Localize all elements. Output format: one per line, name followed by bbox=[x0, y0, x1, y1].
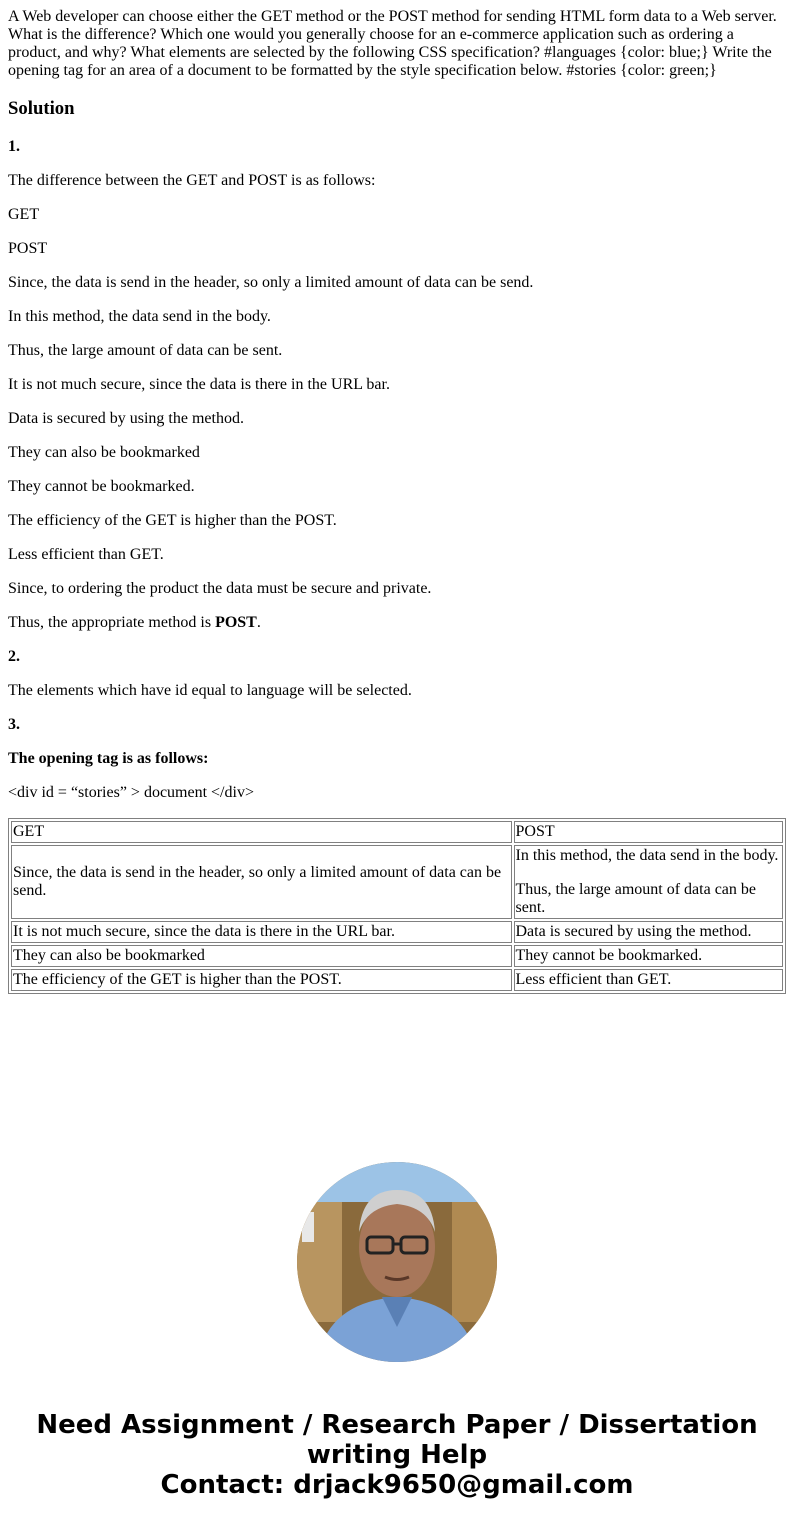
cell-get: They can also be bookmarked bbox=[11, 945, 512, 967]
table-row bbox=[11, 921, 783, 943]
paragraph: They cannot be bookmarked. bbox=[8, 478, 195, 495]
paragraph: In this method, the data send in the body. bbox=[8, 308, 271, 325]
paragraph: The efficiency of the GET is higher than the POST. bbox=[8, 512, 337, 529]
conclusion-suffix: . bbox=[256, 614, 261, 631]
conclusion bbox=[8, 614, 786, 632]
cell-post-line: In this method, the data send in the body. bbox=[515, 847, 779, 864]
author-photo bbox=[297, 1162, 497, 1362]
cell-get: It is not much secure, since the data is there in the URL bar. bbox=[11, 921, 512, 943]
table-row bbox=[11, 969, 783, 991]
table-row bbox=[11, 845, 783, 919]
table-row bbox=[11, 945, 783, 967]
question-text: A Web developer can choose either the GET method or the POST method for sending HTML form data to a Web server. What is the difference? Which one would you generally choose for an e-commerce application such as ordering a product, and why? What elements are selected by the following CSS specification? #languages {color: blue;} Write the opening tag for an area of a document to be formatted by the style specification below. #stories {color: green;} bbox=[8, 8, 777, 79]
paragraph: Less efficient than GET. bbox=[8, 546, 164, 563]
paragraph: Data is secured by using the method. bbox=[8, 410, 244, 427]
footer-line-help: Need Assignment / Research Paper / Dissertation writing Help bbox=[36, 1410, 758, 1470]
paragraph: Since, the data is send in the header, so only a limited amount of data can be send. bbox=[8, 274, 534, 291]
part2-number: 2. bbox=[8, 648, 20, 665]
part3-heading: The opening tag is as follows: bbox=[8, 750, 209, 767]
conclusion-prefix: Thus, the appropriate method is bbox=[8, 614, 216, 631]
paragraph: The difference between the GET and POST is as follows: bbox=[8, 172, 376, 189]
solution-heading: Solution bbox=[8, 98, 75, 119]
header-cell-post: POST bbox=[514, 821, 784, 843]
cell-get: Since, the data is send in the header, so only a limited amount of data can be send. bbox=[11, 845, 512, 919]
table-header-row bbox=[11, 821, 783, 843]
paragraph: Since, to ordering the product the data must be secure and private. bbox=[8, 580, 432, 597]
part1-paragraphs bbox=[8, 172, 786, 598]
cell-post: They cannot be bookmarked. bbox=[514, 945, 784, 967]
cell-get: The efficiency of the GET is higher than the POST. bbox=[11, 969, 512, 991]
paragraph: POST bbox=[8, 240, 48, 257]
paragraph: They can also be bookmarked bbox=[8, 444, 200, 461]
footer-contact bbox=[8, 1410, 786, 1500]
conclusion-answer: POST bbox=[215, 614, 257, 631]
part2-text: The elements which have id equal to language will be selected. bbox=[8, 682, 412, 699]
cell-post: Less efficient than GET. bbox=[514, 969, 784, 991]
paragraph: GET bbox=[8, 206, 40, 223]
cell-post-line: Thus, the large amount of data can be sent. bbox=[515, 881, 757, 916]
part1-number: 1. bbox=[8, 138, 20, 155]
cell-post bbox=[514, 845, 784, 919]
header-cell-get: GET bbox=[11, 821, 512, 843]
paragraph: It is not much secure, since the data is there in the URL bar. bbox=[8, 376, 390, 393]
paragraph: Thus, the large amount of data can be sent. bbox=[8, 342, 283, 359]
cell-post: Data is secured by using the method. bbox=[514, 921, 784, 943]
part3-number: 3. bbox=[8, 716, 20, 733]
comparison-table bbox=[8, 818, 786, 994]
footer-line-contact: Contact: drjack9650@gmail.com bbox=[160, 1470, 634, 1500]
part3-code: <div id = “stories” > document </div> bbox=[8, 784, 254, 801]
